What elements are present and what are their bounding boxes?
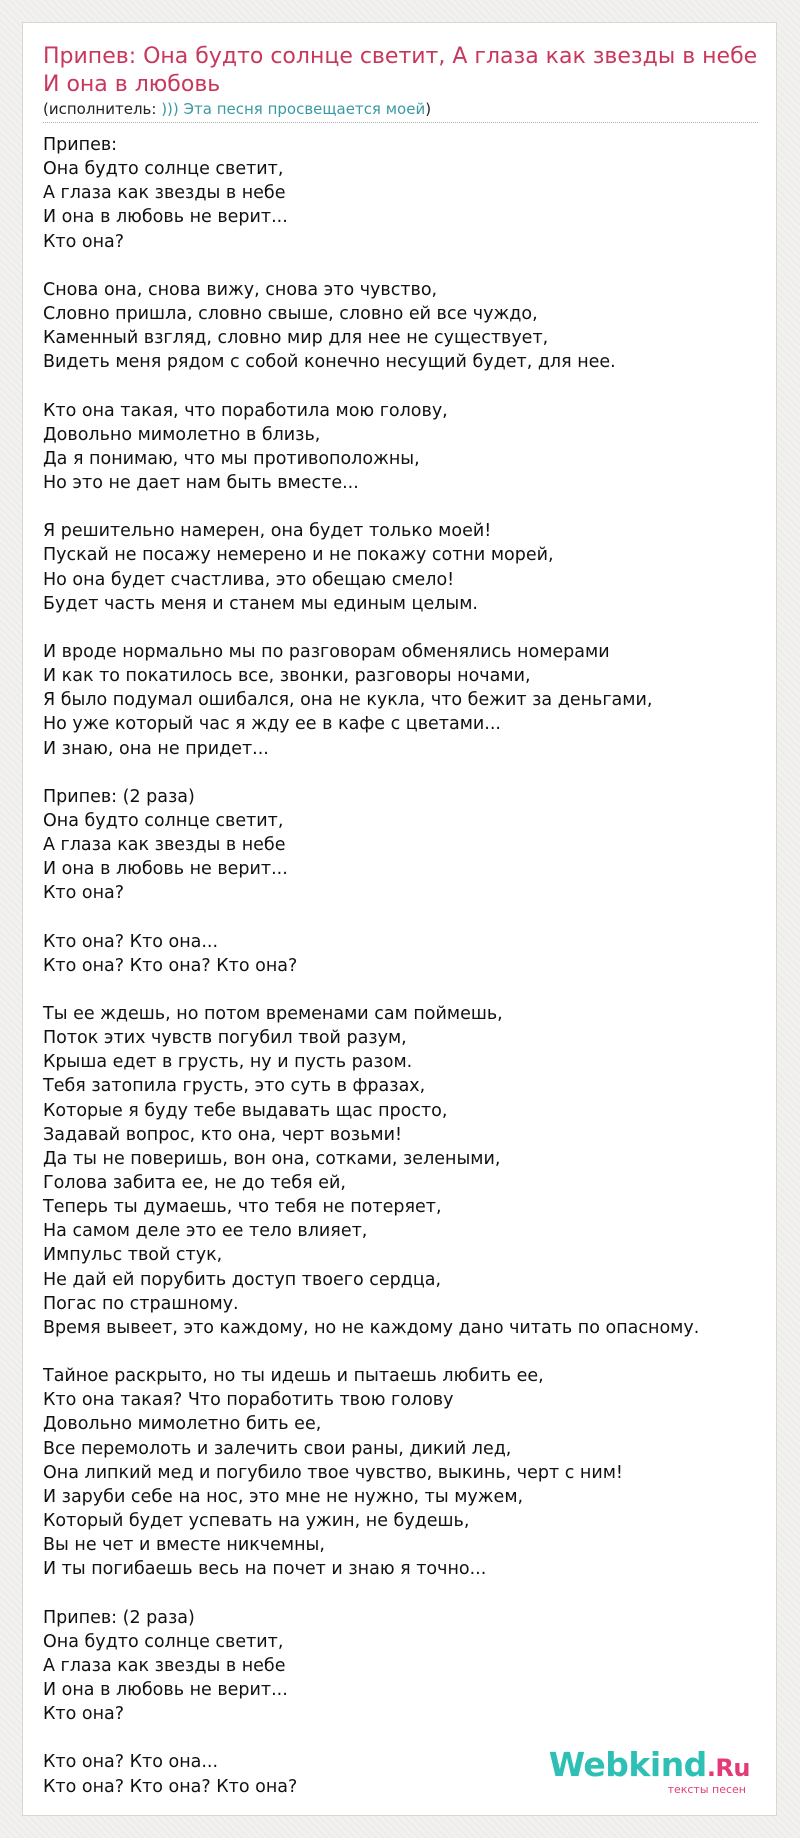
lyrics-line: Теперь ты думаешь, что тебя не потеряет, [43,1197,442,1218]
lyrics-line: Импульс твой стук, [43,1245,223,1266]
lyrics-line: Тебя затопила грусть, это суть в фразах, [43,1076,426,1097]
lyrics-line: Довольно мимолетно бить ее, [43,1414,322,1435]
lyrics-line: Будет часть меня и станем мы единым целым. [43,593,478,614]
lyrics-line: Не дай ей порубить доступ твоего сердца, [43,1269,442,1290]
artist-suffix: ) [425,100,432,118]
lyrics-blank-line [43,1340,783,1364]
lyrics-line: Да я понимаю, что мы противоположны, [43,448,420,469]
lyrics-blank-line [43,761,783,785]
lyrics-line: Она липкий мед и погубило твое чувство, выкинь, черт с ним! [43,1462,623,1483]
lyrics-line: Кто она? [43,883,125,904]
lyrics-card [22,22,777,1816]
lyrics-line: И она в любовь не верит... [43,207,288,228]
lyrics-line: Время вывеет, это каждому, но не каждому дано читать по опасному. [43,1317,700,1338]
lyrics-line: Голова забита ее, не до тебя ей, [43,1173,346,1194]
lyrics-line: Пускай не посажу немерено и не покажу сотни морей, [43,545,554,566]
lyrics-line: Кто она такая? Что поработить твою голову [43,1390,454,1411]
lyrics-line: Я было подумал ошибался, она не кукла, что бежит за деньгами, [43,690,653,711]
lyrics-line: Да ты не поверишь, вон она, сотками, зелеными, [43,1148,501,1169]
lyrics-line: Видеть меня рядом с собой конечно несущий будет, для нее. [43,352,616,373]
lyrics-line: Поток этих чувств погубил твой разум, [43,1028,407,1049]
lyrics-line: И заруби себе на нос, это мне не нужно, ты мужем, [43,1486,524,1507]
song-title: Припев: Она будто солнце светит, А глаза как звезды в небе И она в любовь [43,44,758,97]
lyrics-line: Погас по страшному. [43,1293,239,1314]
lyrics-line: Довольно мимолетно в близь, [43,424,321,445]
lyrics-line: Кто она? [43,1704,125,1725]
lyrics-line: И ты погибаешь весь на почет и знаю я точно... [43,1559,487,1580]
lyrics-blank-line [43,1581,783,1605]
lyrics-line: Кто она? Кто она... [43,1752,219,1773]
lyrics-line: Снова она, снова вижу, снова это чувство, [43,279,438,300]
lyrics-blank-line [43,254,783,278]
lyrics-blank-line [43,978,783,1002]
lyrics-line: На самом деле это ее тело влияет, [43,1221,368,1242]
lyrics-text [43,133,783,1799]
lyrics-line: И знаю, она не придет... [43,738,269,759]
lyrics-line: И как то покатилось все, звонки, разговоры ночами, [43,666,531,687]
artist-link[interactable]: ))) Эта песня просвещается моей [161,100,426,118]
lyrics-line: И она в любовь не верит... [43,1680,288,1700]
lyrics-blank-line [43,906,783,930]
lyrics-line: И она в любовь не верит... [43,859,288,880]
lyrics-line: Кто она? Кто она? Кто она? [43,955,298,976]
artist-prefix: (исполнитель: [43,100,162,118]
lyrics-line: Все перемолоть и залечить свои раны, дикий лед, [43,1438,512,1459]
logo-name: Webkind [548,1745,707,1784]
lyrics-line: Кто она такая, что поработила мою голову, [43,400,448,421]
lyrics-line: Она будто солнце светит, [43,1631,284,1652]
logo-wordmark [548,1745,750,1785]
lyrics-line: Она будто солнце светит, [43,159,284,180]
lyrics-line: А глаза как звезды в небе [43,183,286,204]
lyrics-line: Кто она? Кто она? Кто она? [43,1776,298,1797]
lyrics-line: Припев: (2 раза) [43,786,195,807]
lyrics-line: Но она будет счастлива, это обещаю смело! [43,569,455,590]
lyrics-line: Кто она? [43,231,125,252]
site-logo[interactable] [548,1745,750,1796]
lyrics-line: А глаза как звезды в небе [43,1655,286,1676]
lyrics-line: Каменный взгляд, словно мир для нее не существует, [43,328,549,349]
lyrics-line: И вроде нормально мы по разговорам обменялись номерами [43,641,610,662]
logo-tld: .Ru [706,1754,750,1782]
lyrics-line: Припев: (2 раза) [43,1607,195,1628]
logo-tagline: тексты песен [667,1783,746,1796]
lyrics-line: Но это не дает нам быть вместе... [43,472,359,493]
lyrics-line: Тайное раскрыто, но ты идешь и пытаешь любить ее, [43,1366,544,1387]
lyrics-line: А глаза как звезды в небе [43,835,286,856]
lyrics-line: Который будет успевать на ужин, не будешь, [43,1511,470,1532]
lyrics-line: Ты ее ждешь, но потом временами сам поймешь, [43,1004,503,1025]
lyrics-blank-line [43,374,783,398]
lyrics-blank-line [43,616,783,640]
lyrics-blank-line [43,495,783,519]
artist-line [43,100,758,123]
lyrics-line: Она будто солнце светит, [43,810,284,831]
lyrics-line: Крыша едет в грусть, ну и пусть разом. [43,1052,413,1073]
lyrics-line: Которые я буду тебе выдавать щас просто, [43,1100,448,1121]
lyrics-line: Словно пришла, словно свыше, словно ей все чуждо, [43,303,538,324]
lyrics-line: Вы не чет и вместе никчемны, [43,1535,325,1556]
lyrics-line: Кто она? Кто она... [43,931,219,952]
lyrics-line: Я решительно намерен, она будет только моей! [43,521,492,542]
lyrics-line: Задавай вопрос, кто она, черт возьми! [43,1124,402,1145]
lyrics-line: Припев: [43,135,118,155]
lyrics-line: Но уже который час я жду ее в кафе с цветами... [43,714,501,735]
